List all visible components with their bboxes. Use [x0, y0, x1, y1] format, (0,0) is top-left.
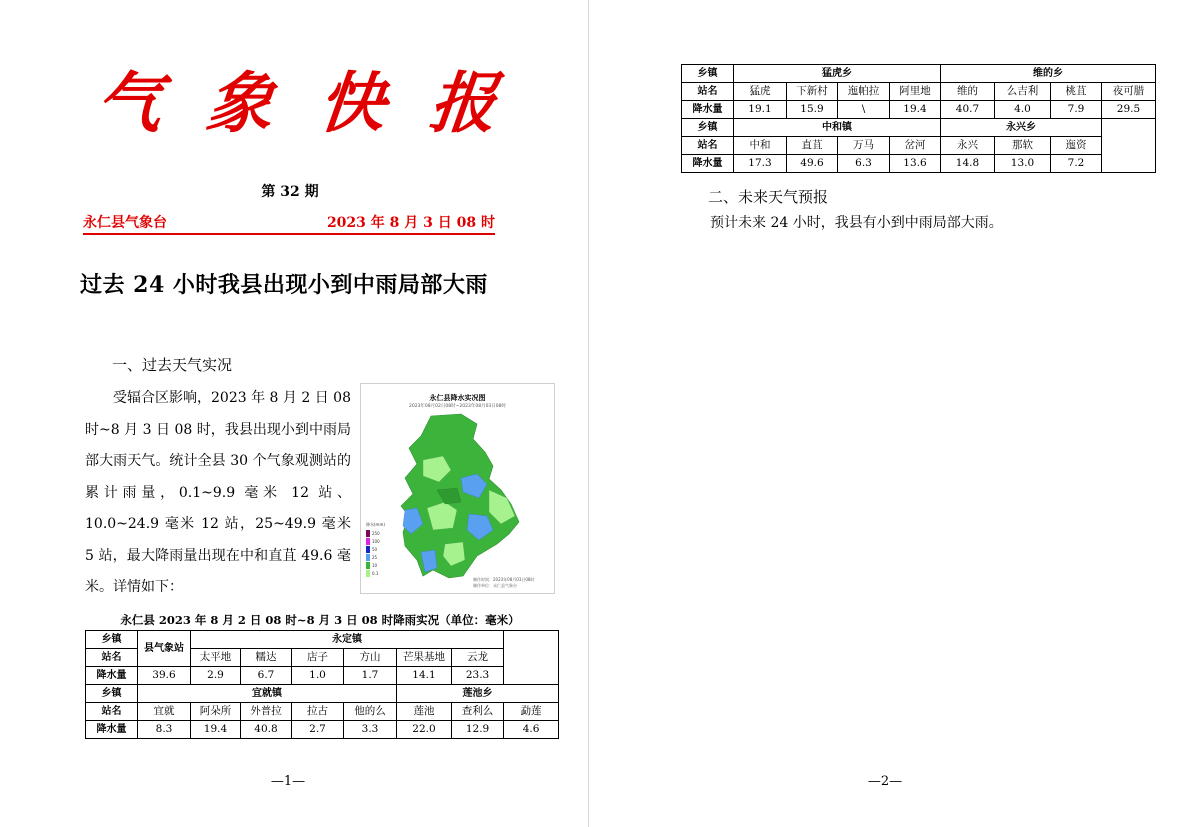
legend-label: 10	[372, 562, 378, 568]
legend-item	[366, 529, 386, 537]
headline: 过去 24 小时我县出现小到中雨局部大雨	[80, 272, 488, 298]
county-station-label: 县气象站	[138, 631, 191, 667]
table-row	[86, 667, 559, 685]
station-name: 方山	[344, 649, 397, 667]
table-1-caption: 永仁县 2023 年 8 月 2 日 08 时~8 月 3 日 08 时降雨实况（单位：毫米）	[120, 613, 520, 627]
table-row	[682, 137, 1156, 155]
rain-label: 降水量	[682, 155, 734, 173]
rain-value: 4.6	[504, 721, 559, 739]
masthead-char: 象	[203, 64, 278, 142]
rain-value: 19.4	[890, 101, 941, 119]
map-title: 永仁县降水实况图	[429, 394, 486, 402]
station-label: 站名	[86, 703, 138, 721]
town-name: 猛虎乡	[734, 65, 941, 83]
rainfall-table-page2	[681, 64, 1156, 173]
station-label: 站名	[86, 649, 138, 667]
station-name: 中和	[734, 137, 787, 155]
rain-value: 13.6	[890, 155, 941, 173]
station-name: 直苴	[787, 137, 838, 155]
issue-number: 第 32 期	[261, 184, 319, 200]
table-row	[86, 703, 559, 721]
legend-label: 100	[372, 538, 380, 544]
rain-value: 14.1	[397, 667, 452, 685]
rain-value: 1.7	[344, 667, 397, 685]
rain-value: 7.2	[1051, 155, 1102, 173]
rain-value: 22.0	[397, 721, 452, 739]
legend-swatch	[366, 546, 370, 553]
town-name: 维的乡	[941, 65, 1156, 83]
publisher-row	[83, 212, 495, 235]
empty-cell	[1102, 119, 1156, 173]
map-producer-unit: 制作单位：永仁县气象台	[473, 583, 517, 588]
station-name: 猛虎	[734, 83, 787, 101]
section-2-title: 二、未来天气预报	[708, 188, 829, 206]
town-name: 永定镇	[191, 631, 504, 649]
table-row	[682, 83, 1156, 101]
table-row	[86, 631, 559, 649]
station-name: 迤资	[1051, 137, 1102, 155]
legend-label: 25	[372, 554, 378, 560]
masthead-title	[91, 64, 501, 142]
rain-value: 14.8	[941, 155, 995, 173]
rain-label: 降水量	[86, 721, 138, 739]
town-name: 中和镇	[734, 119, 941, 137]
town-label: 乡镇	[86, 631, 138, 649]
table-row	[86, 685, 559, 703]
section-2-body: 预计未来 24 小时，我县有小到中雨局部大雨。	[710, 215, 1003, 231]
rain-value: 40.8	[241, 721, 292, 739]
station-name: 桃苴	[1051, 83, 1102, 101]
rain-value: 3.3	[344, 721, 397, 739]
publisher: 永仁县气象台	[83, 215, 167, 231]
station-name: 他的么	[344, 703, 397, 721]
section-1-title: 一、过去天气实况	[112, 356, 233, 374]
station-name: 云龙	[452, 649, 504, 667]
station-name: 宜就	[138, 703, 191, 721]
station-name: 永兴	[941, 137, 995, 155]
rain-value: 2.9	[191, 667, 241, 685]
masthead-char: 快	[314, 64, 389, 142]
rain-value: 23.3	[452, 667, 504, 685]
county-map-graphic	[361, 384, 554, 593]
station-name: 勐莲	[504, 703, 559, 721]
rain-value: 13.0	[995, 155, 1051, 173]
station-name: 维的	[941, 83, 995, 101]
rain-value: \	[838, 101, 890, 119]
legend-label: 50	[372, 546, 378, 552]
rain-label: 降水量	[86, 667, 138, 685]
page-divider	[588, 0, 589, 827]
rain-value: 6.3	[838, 155, 890, 173]
station-name: 万马	[838, 137, 890, 155]
legend-swatch	[366, 530, 370, 537]
rain-value: 6.7	[241, 667, 292, 685]
map-producer-time: 制作时间：2023年08月03日08时	[473, 577, 535, 582]
table-row	[682, 119, 1156, 137]
rain-value: 12.9	[452, 721, 504, 739]
rain-value: 2.7	[292, 721, 344, 739]
empty-cell	[504, 631, 559, 685]
map-subtitle: 2023年08月02日08时~2023年08月03日08时	[408, 404, 507, 409]
table-row	[86, 721, 559, 739]
table-row	[682, 65, 1156, 83]
station-label: 站名	[682, 137, 734, 155]
station-name: 查利么	[452, 703, 504, 721]
legend-item	[366, 553, 386, 561]
rain-label: 降水量	[682, 101, 734, 119]
station-name: 糯达	[241, 649, 292, 667]
section-1-body: 受辐合区影响，2023 年 8 月 2 日 08 时~8 月 3 日 08 时，我县出现小到中雨局部大雨天气。统计全县 30 个气象观测站的累计雨量，0.1~9.9 毫米 12 站、10.0~24.9 毫米 12 站，25~49.9 毫米 5 站，最大降雨量出现在中和直苴 49.6 毫米。详情如下：	[85, 390, 351, 595]
map-legend	[366, 522, 386, 577]
town-name: 莲池乡	[397, 685, 559, 703]
legend-title: 降水(mm)	[366, 522, 385, 527]
table-row	[682, 155, 1156, 173]
masthead-char: 报	[425, 64, 501, 142]
station-name: 阿朵所	[191, 703, 241, 721]
legend-item	[366, 537, 386, 545]
town-name: 永兴乡	[941, 119, 1102, 137]
rain-value: 40.7	[941, 101, 995, 119]
legend-item	[366, 561, 386, 569]
legend-swatch	[366, 570, 370, 577]
page-break-mask	[0, 746, 588, 756]
town-label: 乡镇	[682, 119, 734, 137]
rainfall-table-page1	[85, 630, 559, 739]
town-name: 宜就镇	[138, 685, 397, 703]
legend-swatch	[366, 562, 370, 569]
town-label: 乡镇	[86, 685, 138, 703]
masthead-char: 气	[91, 64, 167, 142]
legend-item	[366, 569, 386, 577]
rain-value: 29.5	[1102, 101, 1156, 119]
rain-value: 17.3	[734, 155, 787, 173]
station-name: 岔河	[890, 137, 941, 155]
station-name: 拉古	[292, 703, 344, 721]
station-name: 那软	[995, 137, 1051, 155]
station-name: 莲池	[397, 703, 452, 721]
rain-value: 15.9	[787, 101, 838, 119]
legend-item	[366, 545, 386, 553]
station-name: 夜可腊	[1102, 83, 1156, 101]
station-name: 迤帕拉	[838, 83, 890, 101]
station-name: 太平地	[191, 649, 241, 667]
rain-value: 19.1	[734, 101, 787, 119]
legend-label: 250	[372, 530, 380, 536]
legend-label: 0.1	[372, 570, 379, 576]
table-row	[682, 101, 1156, 119]
page-number-2: —2—	[867, 774, 903, 789]
publish-time: 2023 年 8 月 3 日 08 时	[326, 215, 495, 231]
legend-swatch	[366, 538, 370, 545]
station-name: 阿里地	[890, 83, 941, 101]
station-name: 么吉利	[995, 83, 1051, 101]
rain-value: 7.9	[1051, 101, 1102, 119]
rain-value: 39.6	[138, 667, 191, 685]
rain-value: 8.3	[138, 721, 191, 739]
station-name: 外普拉	[241, 703, 292, 721]
town-label: 乡镇	[682, 65, 734, 83]
station-name: 下新村	[787, 83, 838, 101]
rain-value: 49.6	[787, 155, 838, 173]
station-label: 站名	[682, 83, 734, 101]
rain-value: 1.0	[292, 667, 344, 685]
map-credit	[473, 577, 534, 589]
station-name: 店子	[292, 649, 344, 667]
station-name: 芒果基地	[397, 649, 452, 667]
precipitation-map	[360, 383, 555, 594]
legend-swatch	[366, 554, 370, 561]
rain-value: 19.4	[191, 721, 241, 739]
rain-value: 4.0	[995, 101, 1051, 119]
page-number-1: —1—	[270, 774, 306, 789]
